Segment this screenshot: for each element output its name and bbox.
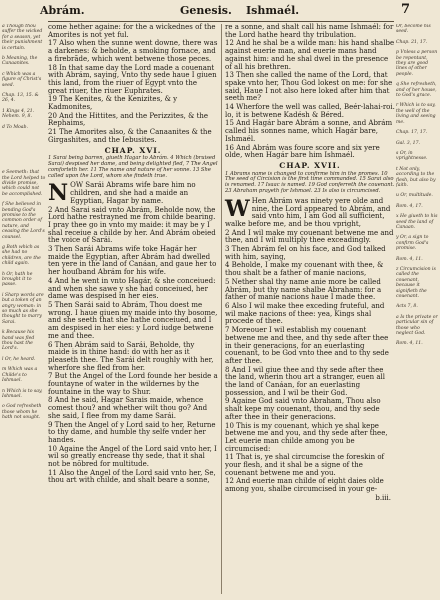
verse: 17 Also when the sunne went downe, there was a darkenes: & beholde, a smoking fornace, and a firebrãde, which went betwene those peces. — [48, 39, 218, 63]
verse: 8 And I wil giue thee and thy sede after thee the land, wherin thou art a stranger, euen all the land of Canáan, for an euerlasting possession, and I wil be their God. — [225, 365, 385, 397]
verse: 5 Then Sarái said to Abrám, Thou doest me wrong. I haue giuen my maide into thy bosome, and she seeth that she hathe conceiued, and I am despised in her eies: y Lord iudge betwene me and thee. — [48, 300, 218, 340]
margin-note: c Which was a figure of Christ's seed. — [2, 71, 42, 88]
verse: 5 Nether shal thy name anie more be called Abrám, but thy name shalbe Abraham: for a father of manie nacions haue I made thee. — [225, 277, 382, 302]
verse: 11 Also the Angel of the Lord said vnto her, Se, thou art with childe, and shalt beare a sonne, — [48, 468, 216, 485]
verse: 13 Then she called the name of the Lord, that spake vnto her, Thou God lokest on me: for she said, Haue I not also here loked after him that seeth me? — [225, 71, 393, 103]
margin-note: i Sharp words are but a token of an angry woman: in so much as she thought to marry Sarai. — [2, 292, 44, 325]
margin-note: x He giueth to his seed the land of Canaan. — [396, 214, 438, 230]
margin-note: Rom. 4, 11. — [396, 256, 423, 262]
chapter-heading: CHAP. XVII. — [279, 160, 341, 170]
verse: 10 Againe the Angel of the Lord said vnto her, I wil so greatly encrease thy sede, that it shal not be nōbred for multitude. — [48, 444, 217, 469]
margin-note: s Or, in vprightnesse. — [396, 150, 428, 162]
verse: 19 The Kenites, & the Kenizites, & y Kadmonites, — [48, 95, 178, 112]
verse: 21 The Amorites also, & the Canaanites & the Girgashites, and the Iebusites. — [48, 128, 212, 144]
verse: come hether againe: for the a wickednes of the Amorites is not yet ful. — [48, 23, 216, 39]
verse: 9 Then the Angel of y Lord said to her, Returne to thy dame, and humble thy selfe vnder her handes. — [48, 420, 216, 444]
right-text-column — [225, 24, 395, 504]
margin-note: p Vnless a person be repentant, they are good lines of other people. — [396, 50, 438, 77]
left-margin-notes — [2, 24, 46, 584]
margin-note: e Seemeth: that the Lord helped to divide promise, which could not be accomplished. — [2, 170, 46, 197]
header-rule — [48, 21, 394, 22]
verse: 15 And Hagár bare Abrám a sonne, and Abrám called his sonnes name, which Hagár bare, Ishmaél. — [225, 119, 393, 143]
margin-note: Chap. 13, 15. & 26, 4. — [2, 93, 39, 104]
page-number: 7 — [400, 2, 410, 17]
catchword: b.iii. — [375, 493, 391, 502]
margin-note: g Both which as she had no children, are the child again. — [2, 244, 41, 267]
margin-note: b Meaning, the Canaanites. — [2, 56, 38, 67]
left-text-column — [48, 24, 218, 486]
verse: 10 This is my couenant, which ye shal kepe betwene me and you, and thy sede after thee, Let euerie man childe among you be circumcised: — [225, 421, 388, 453]
margin-note: Gal. 3, 17. — [396, 140, 420, 146]
verse: 6 Also I wil make thee exceding fruteful, and wil make nacions of thee: yea, Kings shal procede of thee. — [225, 301, 385, 326]
margin-note: m Which was a Childe's to Ishmael. — [2, 367, 38, 384]
header-right-title: Ishmaél. — [246, 4, 300, 17]
margin-note: q She refresheth, and of her house, to God's grace. — [396, 82, 437, 99]
margin-note: 1 Kings 4, 21. Nehem. 9, 8. — [2, 108, 35, 120]
drop-cap: W — [225, 195, 250, 222]
margin-note: Rom. 4, 17. — [396, 203, 423, 209]
verse: 4 And he went in vnto Hagár, & she conceiued: and when she sawe y she had conceiued, her dame was despised in her eies. — [48, 276, 216, 301]
margin-note: l Or, he heard. — [2, 356, 36, 362]
right-margin-notes — [396, 24, 438, 584]
chapter-argument: 1 Abrams name is changed to confirme him in the promes. 10 The seed of Circision is the first time commanded. 15 Sarai also is renamed. 17 Isaac is named. 19 God conferreth the couenant. 23 Abraham prayeth for Ishmael. 23 Is also is circumcised. — [225, 170, 395, 195]
margin-note: h Or, hath he brought it to passe. — [2, 271, 33, 288]
verse: 3 Then Abrám fel on his face, and God talked with him, saying, — [225, 245, 386, 261]
verse: 11 That is, ye shal circumcise the foreskin of your flesh, and it shal be a signe of the couenant betwene me and you. — [225, 453, 385, 477]
header-left-title: Abrám. — [40, 4, 85, 17]
verse: 9 Againe God said vnto Abraham, Thou also shalt kepe my couenant, thou, and thy sede after thee in their generacions. — [225, 397, 381, 421]
verse: 2 And Sarai said vnto Abrám, Beholde now, the Lord hathe restrayned me from childe bearing. I pray thee go in vnto my maide: it may be y I shal receiue a childe by her. And Abrám obeied the voice of Sarái. — [48, 205, 216, 245]
verse: 8 And he said, Hagar Sarais maide, whence comest thou? and whether wilt thou go? And she said, I flee from my dame Sarái. — [48, 396, 208, 420]
verse: 12 And he shal be a wilde man: his hand shalbe against euerie man, and euerie mans hand against him: and he shal dwel in the presence of all his brethren. — [225, 39, 395, 71]
header-book-title: Genesis. — [180, 4, 232, 17]
verse-text: OW Sarái Abrams wife bare him no children, and she had a maide an Egyptian, Hagar by name. — [70, 181, 196, 205]
margin-note: o God refresheth those whom he hath not sought. — [2, 404, 42, 421]
margin-note: f She believed in bending God's promise to the common order of nature, and ceasing the Lord's counsel. — [2, 202, 45, 240]
chapter-argument: 1 Sarai being barren, giueth Hagar to Abrám. 4 Which (bruised Sarai) despised her dame, and being delighted fled, 7 The Angel comforteth her. 11 The name and nature of her sonne. 13 She called upon the Lord, whom she findeth true. — [48, 155, 218, 179]
margin-note: n Which is to say, Ishmael. — [2, 388, 43, 399]
margin-note: t Not only, according to the flesh, but also by faith. — [396, 166, 436, 188]
verse: 4 Beholde, I make my couenant with thee, & thou shalt be a father of manie nacions, — [225, 261, 384, 278]
margin-note: k Because his hand was fled thou hast the Lord's. — [2, 330, 35, 352]
verse: 3 Then Sarái Abrams wife toke Hagár her maide the Egyptian, after Abrám had dwelled ten yere in the land of Canáan, and gaue her to her houſband Abrám for his wife. — [48, 245, 217, 277]
margin-note: Rom. 4, 11. — [396, 341, 423, 347]
verse: 20 And the Hittites, and the Perizzites, & the Rephaims, — [48, 111, 209, 128]
verse-text: Hen Abrám was ninety yere olde and nine, the Lord appeared to Abrám, and said vnto him, I am God all sufficient, walke before me, and be thou vpright, — [225, 196, 391, 228]
drop-cap: N — [48, 180, 69, 207]
margin-note: Or, become his seed. — [396, 24, 431, 35]
page-header — [40, 4, 410, 20]
margin-note: Chap. 21, 17. — [396, 39, 428, 45]
verse: 7 Moreouer I wil establish my couenant betwene me and thee, and thy sede after thee in their generacions, for an euerlasting couenant, to be God vnto thee and to thy sede after thee. — [225, 326, 389, 365]
margin-note: a Is the private or particular sin of those who neglect God. — [396, 314, 438, 337]
verse: 6 Then Abrám said to Sarái, Beholde, thy maide is in thine hand: do with her as it pleaseth thee. The Sarái delt roughly with her, wherfore she fled from her. — [48, 340, 214, 372]
verse — [225, 195, 395, 229]
margin-note: Acts 7, 8. — [396, 304, 418, 310]
margin-note: d To Moab. — [2, 124, 28, 130]
chapter-heading: CHAP. XVI. — [104, 145, 162, 155]
margin-note: r Which is to say, the well of the living and seeing me. — [396, 103, 436, 125]
verse: 18 In that same day the Lord made a couenant with Abrám, saying, Vnto thy sede haue I giuen this land, from the riuer of Egypt vnto the great riuer, the riuer Euphrates. — [48, 63, 217, 95]
margin-note: Chap. 17, 17. — [396, 130, 428, 136]
verse: 12 And euerie man childe of eight daies olde among you, shalbe circumcised in your ge- — [225, 477, 384, 494]
column-divider — [221, 24, 222, 594]
margin-note: u Or, multitude. — [396, 193, 433, 199]
verse: 14 Wherfore the well was called, Beér-lahai-roi. lo, it is betwene Kadésh & Béred. — [225, 103, 395, 119]
margin-note: a Though thou suffer the wicked for a season, yet their punishment is certain. — [2, 24, 43, 51]
verse: re a sonne, and shalt call his name Ishmaél: for the Lord hathe heard thy tribulation. — [225, 23, 394, 39]
margin-note: z Circumcision is called the couenant, because it signifieth the couenant. — [396, 267, 436, 300]
margin-note: y Or, a sign to confirm God's promise. — [396, 235, 429, 252]
verse — [48, 182, 218, 205]
verse: 16 And Abrám was foure score and six yere olde, when Hagár bare him Ishmaél. — [225, 143, 380, 160]
verse: 7 But the Angel of the Lord founde her beside a fountayne of water in the wildernes by the fountaine in the way to Shur. — [48, 372, 218, 396]
verse: 2 And I wil make my couenant betwene me and thee, and I wil multiply thee exceadingly. — [225, 228, 394, 245]
